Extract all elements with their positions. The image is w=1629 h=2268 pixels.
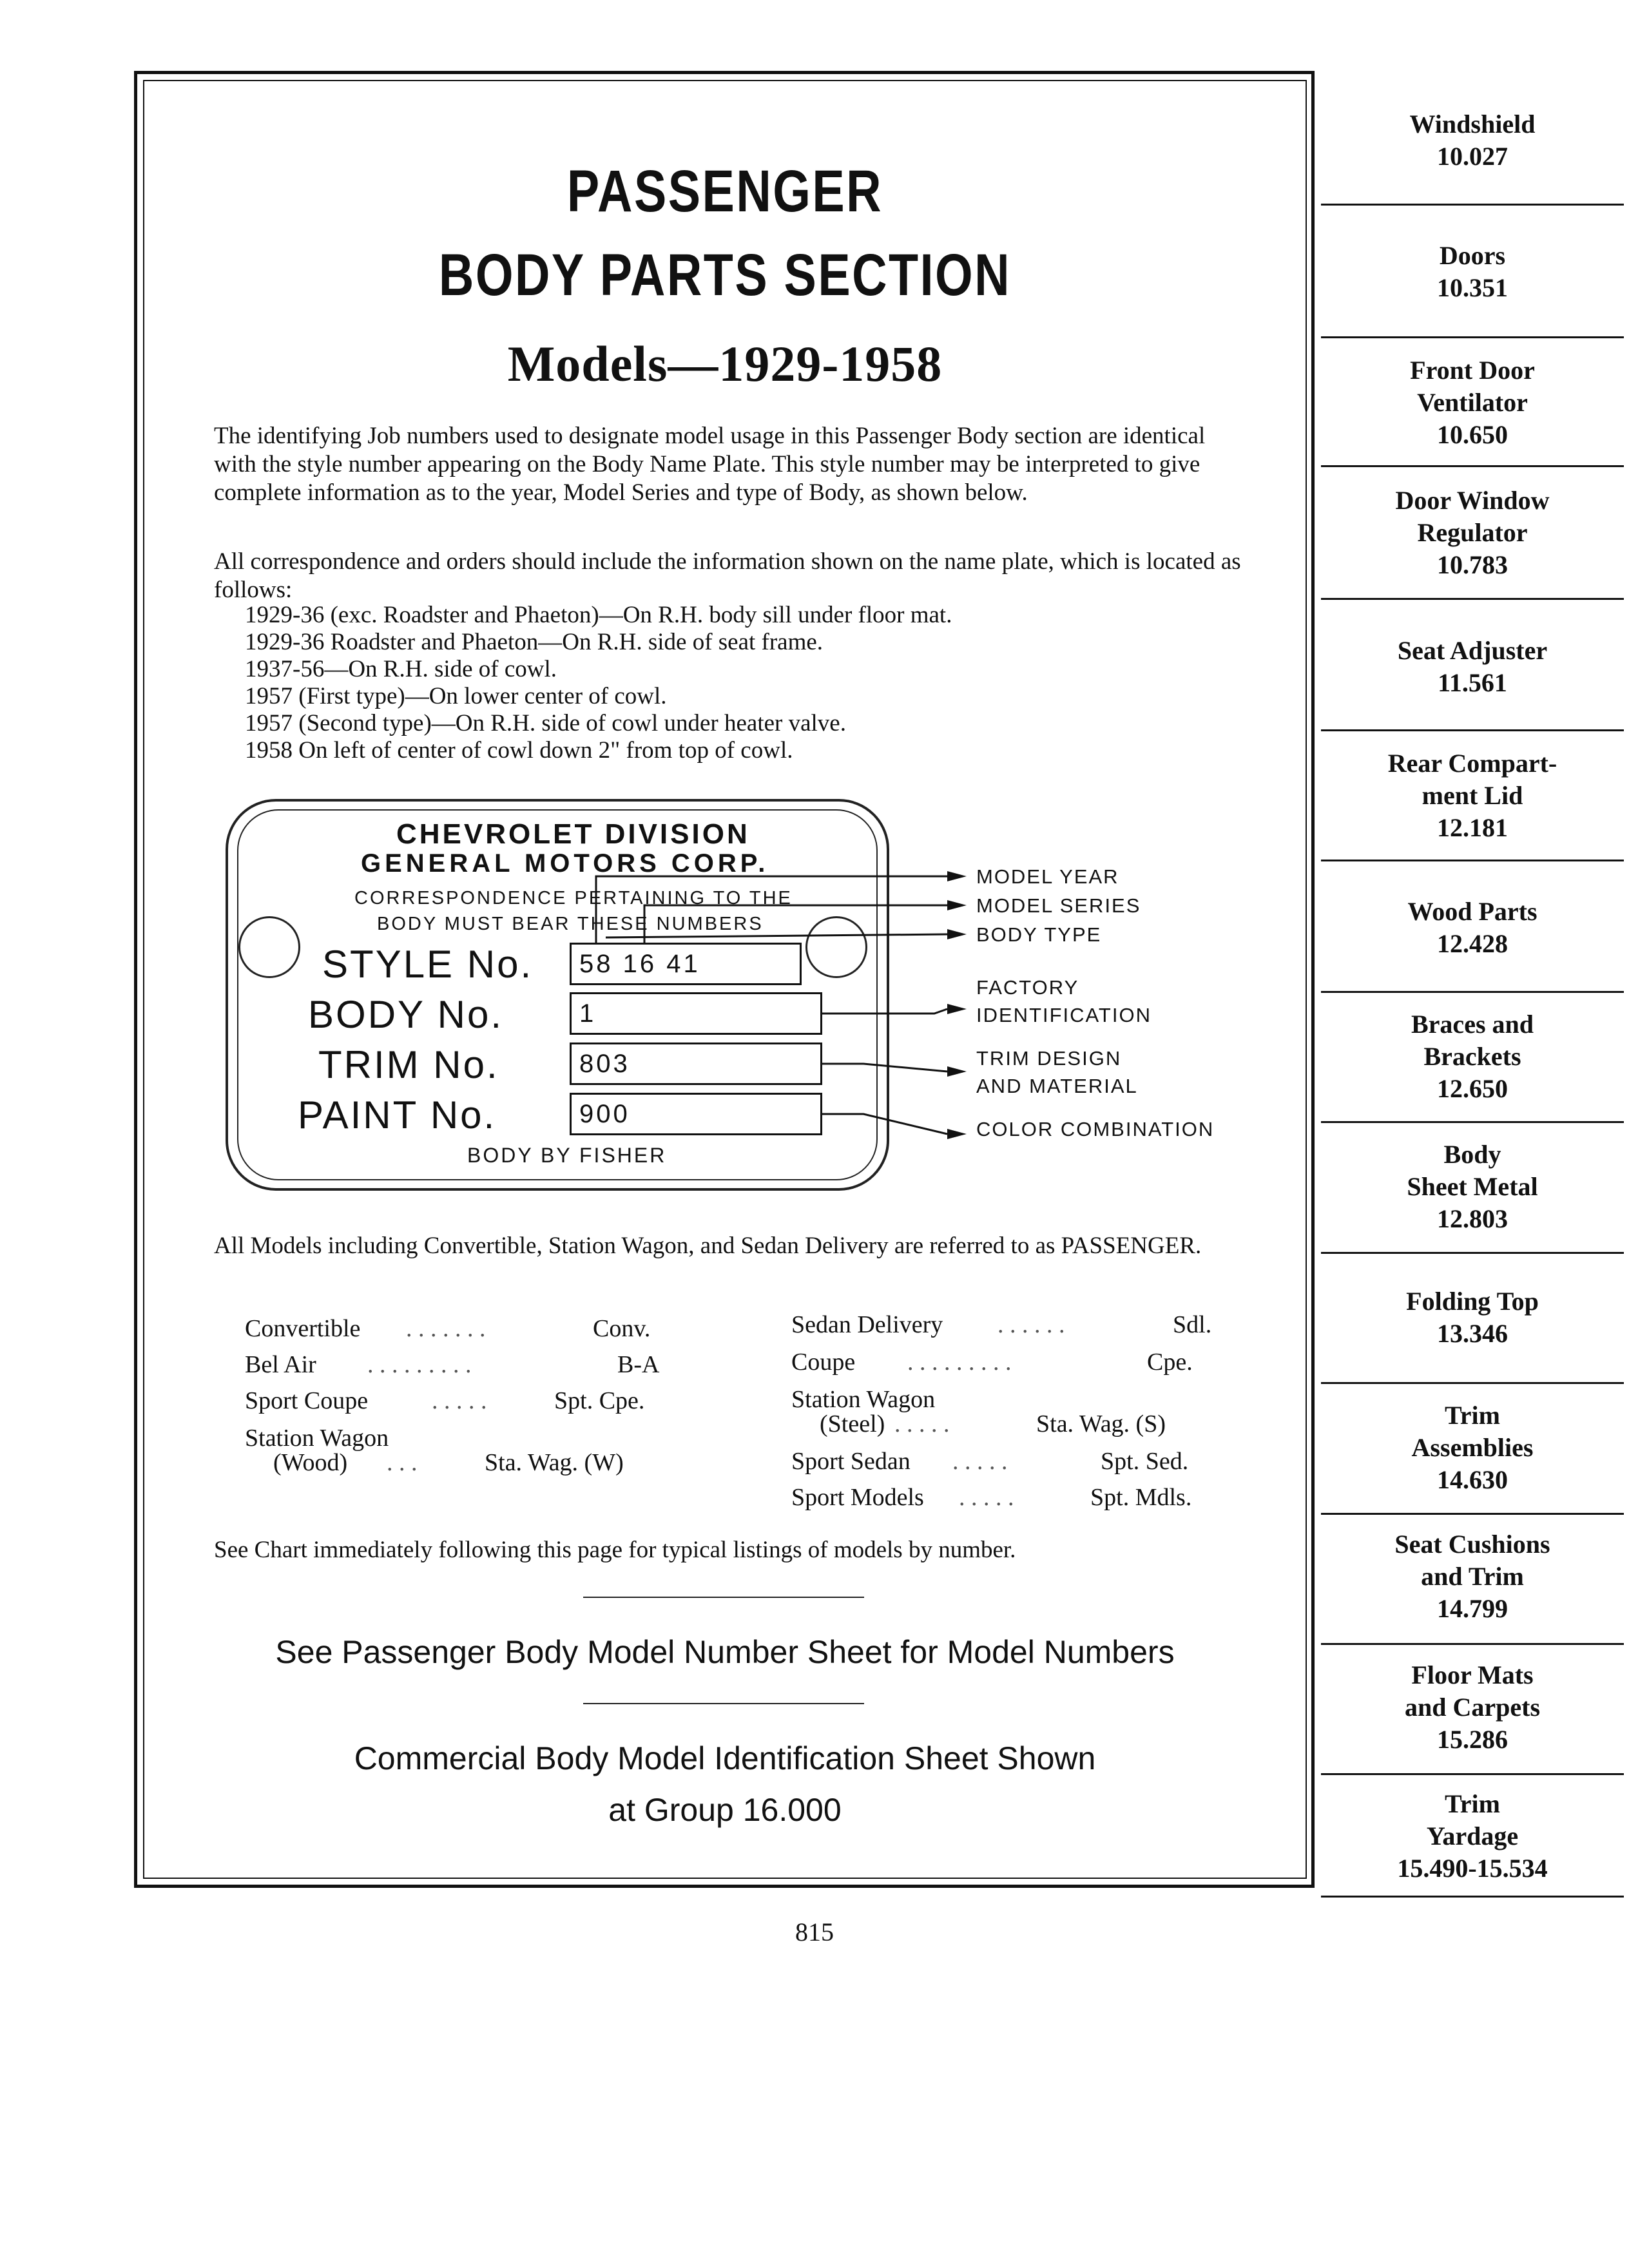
sidebar-item-label: Brackets	[1423, 1042, 1521, 1071]
sidebar-divider	[1321, 860, 1624, 861]
sidebar-item-door-window-regulator[interactable]	[1321, 485, 1624, 581]
abbr-name: Coupe	[791, 1349, 856, 1376]
abbr-name: Sport Sedan	[791, 1448, 911, 1475]
intro-paragraph-1: The identifying Job numbers used to designate model usage in this Passenger Body section are identical with the style number appearing on the Body Name Plate. This style number may be interpreted to give complete information as to the year, Model Series and type of Body, as shown below.	[214, 423, 1206, 506]
sidebar-divider	[1321, 1896, 1624, 1898]
abbr-value: Cpe.	[1147, 1349, 1193, 1376]
sidebar-item-code: 10.027	[1437, 142, 1508, 171]
sidebar-item-code: 14.630	[1437, 1465, 1508, 1494]
abbr-name: Sedan Delivery	[791, 1311, 943, 1338]
title-passenger: PASSENGER	[566, 159, 883, 224]
sidebar-item-label: Ventilator	[1417, 388, 1528, 417]
sidebar-item-code: 10.351	[1437, 273, 1508, 302]
dot-leader: . . . . .	[432, 1387, 487, 1414]
sidebar-item-code: 11.561	[1438, 668, 1507, 697]
sidebar-item-code: 13.346	[1437, 1319, 1508, 1348]
sidebar-item-rear-compartment-lid[interactable]	[1321, 747, 1624, 844]
sidebar-item-label: Floor Mats	[1411, 1660, 1534, 1689]
title-body-parts-section: BODY PARTS SECTION	[438, 242, 1012, 308]
sidebar-divider	[1321, 598, 1624, 600]
abbr-name: (Steel)	[820, 1410, 885, 1437]
sidebar-item-label: and Carpets	[1404, 1693, 1541, 1722]
trim-number-box: 803	[570, 1043, 822, 1085]
dot-leader: . . . . .	[952, 1448, 1008, 1475]
sidebar-item-front-door-ventilator[interactable]	[1321, 354, 1624, 451]
sidebar-divider	[1321, 1121, 1624, 1123]
body-number-label: BODY No.	[308, 993, 503, 1036]
sidebar-divider	[1321, 991, 1624, 993]
sidebar-item-seat-cushions-and-trim[interactable]	[1321, 1528, 1624, 1625]
abbr-value: Spt. Sed.	[1101, 1448, 1189, 1475]
abbreviations-left	[245, 1314, 670, 1482]
plate-heading-corp: GENERAL MOTORS CORP.	[361, 849, 769, 878]
sidebar-item-code: 12.650	[1437, 1074, 1508, 1103]
plate-note-line-1: CORRESPONDENCE PERTAINING TO THE	[354, 888, 793, 908]
commercial-note-line-2: at Group 16.000	[608, 1792, 842, 1828]
abbr-name: Sport Models	[791, 1484, 924, 1511]
sidebar-divider	[1321, 1773, 1624, 1775]
sidebar-item-body-sheet-metal[interactable]	[1321, 1139, 1624, 1235]
sidebar-item-label: Seat Adjuster	[1397, 636, 1548, 665]
callout-color-combination: COLOR COMBINATION	[976, 1118, 1215, 1140]
sidebar-divider	[1321, 1643, 1624, 1645]
callout-model-series: MODEL SERIES	[976, 894, 1141, 917]
divider-rule	[583, 1597, 864, 1598]
paint-number-box: 900	[570, 1093, 822, 1135]
sidebar-item-label: Trim	[1445, 1789, 1500, 1818]
divider-rule	[583, 1703, 864, 1704]
sidebar-item-code: 12.428	[1437, 929, 1508, 958]
sidebar-item-label: Front Door	[1410, 356, 1535, 385]
sidebar-item-label: and Trim	[1421, 1562, 1524, 1591]
sidebar-item-label: Trim	[1445, 1401, 1500, 1430]
sidebar-divider	[1321, 1382, 1624, 1384]
plate-heading-division: CHEVROLET DIVISION	[396, 818, 750, 850]
abbr-value: Conv.	[593, 1315, 651, 1342]
intro-paragraph-2: All correspondence and orders should include the information shown on the name plate, which is located as follows:	[214, 548, 1241, 603]
sidebar-item-folding-top[interactable]	[1321, 1285, 1624, 1350]
callout-identification: IDENTIFICATION	[976, 1004, 1152, 1026]
sidebar-item-label: Body	[1443, 1140, 1501, 1169]
sidebar-item-label: Yardage	[1426, 1821, 1519, 1850]
sidebar-item-floor-mats-and-carpets[interactable]	[1321, 1659, 1624, 1756]
sidebar-divider	[1321, 1252, 1624, 1254]
sidebar-item-label: Assemblies	[1411, 1433, 1534, 1462]
abbreviations-right	[791, 1311, 1217, 1523]
sidebar-divider	[1321, 336, 1624, 338]
sidebar-item-code: 14.799	[1437, 1594, 1508, 1623]
trim-number-label: TRIM No.	[318, 1043, 499, 1086]
dot-leader: . . . . . . . . .	[907, 1349, 1012, 1376]
style-number-box: 58 16 41	[570, 943, 802, 985]
abbr-name: Station Wagon	[791, 1386, 936, 1413]
sidebar-item-braces-and-brackets[interactable]	[1321, 1008, 1624, 1105]
sidebar-item-code: 10.650	[1437, 420, 1508, 449]
abbr-value: Spt. Cpe.	[554, 1387, 645, 1414]
sidebar-item-code: 12.803	[1437, 1204, 1508, 1233]
sidebar-item-code: 10.783	[1437, 550, 1508, 579]
dot-leader: . . . . .	[894, 1410, 950, 1437]
callout-body-type: BODY TYPE	[976, 923, 1102, 946]
sidebar-item-seat-adjuster[interactable]	[1321, 635, 1624, 699]
plate-footer-fisher: BODY BY FISHER	[467, 1144, 667, 1167]
sidebar-item-label: ment Lid	[1422, 781, 1523, 810]
callout-model-year: MODEL YEAR	[976, 865, 1119, 888]
abbr-value: Sta. Wag. (S)	[1036, 1410, 1166, 1437]
sidebar-item-trim-assemblies[interactable]	[1321, 1399, 1624, 1496]
sidebar-item-code: 12.181	[1437, 813, 1508, 842]
title-models-years: Models—1929-1958	[507, 336, 943, 392]
abbr-value: Spt. Mdls.	[1090, 1484, 1192, 1511]
paint-number-label: PAINT No.	[298, 1093, 497, 1137]
sidebar-item-label: Sheet Metal	[1407, 1172, 1538, 1201]
abbr-name: Convertible	[245, 1315, 361, 1342]
dot-leader: . . . . . . . . .	[367, 1351, 472, 1378]
sidebar-divider	[1321, 204, 1624, 206]
sidebar-item-label: Wood Parts	[1407, 897, 1537, 926]
location-item: 1937-56—On R.H. side of cowl.	[245, 656, 557, 682]
callout-trim-design: TRIM DESIGN	[976, 1047, 1122, 1070]
sidebar-divider	[1321, 465, 1624, 467]
sidebar-item-doors[interactable]	[1321, 240, 1624, 304]
abbr-name: (Wood)	[273, 1449, 348, 1476]
abbr-name: Bel Air	[245, 1351, 316, 1378]
models-note: All Models including Convertible, Station Wagon, and Sedan Delivery are referred to as PASSENGER.	[214, 1233, 1202, 1259]
sidebar-item-wood-parts[interactable]	[1321, 896, 1624, 960]
plate-note-line-2: BODY MUST BEAR THESE NUMBERS	[377, 914, 764, 934]
callout-and-material: AND MATERIAL	[976, 1075, 1138, 1097]
sidebar-item-label: Windshield	[1409, 110, 1536, 139]
sidebar-item-label: Seat Cushions	[1394, 1530, 1550, 1559]
sidebar-divider	[1321, 1513, 1624, 1515]
commercial-note-line-1: Commercial Body Model Identification Sheet Shown	[354, 1740, 1096, 1776]
sidebar-item-label: Regulator	[1417, 518, 1528, 547]
abbr-value: Sta. Wag. (W)	[485, 1449, 624, 1476]
sidebar-divider	[1321, 729, 1624, 731]
callout-factory: FACTORY	[976, 976, 1079, 999]
sidebar-item-label: Doors	[1439, 241, 1506, 270]
dot-leader: . . . . .	[959, 1484, 1014, 1511]
sidebar-item-label: Rear Compart-	[1387, 749, 1557, 778]
location-item: 1957 (First type)—On lower center of cowl.	[245, 683, 667, 709]
sidebar-item-windshield[interactable]	[1321, 108, 1624, 173]
sidebar-item-code: 15.490-15.534	[1397, 1854, 1548, 1883]
style-number-label: STYLE No.	[322, 943, 534, 986]
dot-leader: . . . . . . .	[406, 1315, 486, 1342]
abbr-value: Sdl.	[1173, 1311, 1212, 1338]
location-item: 1929-36 Roadster and Phaeton—On R.H. side of seat frame.	[245, 629, 824, 655]
location-item: 1957 (Second type)—On R.H. side of cowl under heater valve.	[245, 710, 846, 736]
see-passenger-note: See Passenger Body Model Number Sheet for Model Numbers	[275, 1634, 1175, 1670]
abbr-name: Station Wagon	[245, 1425, 389, 1452]
sidebar-item-label: Folding Top	[1406, 1287, 1539, 1316]
abbr-name: Sport Coupe	[245, 1387, 369, 1414]
body-number-box: 1	[570, 992, 822, 1035]
dot-leader: . . . . . .	[998, 1311, 1065, 1338]
page-number: 815	[795, 1917, 834, 1946]
abbr-value: B-A	[617, 1351, 660, 1378]
sidebar-item-code: 15.286	[1437, 1725, 1508, 1754]
location-item: 1958 On left of center of cowl down 2" from top of cowl.	[245, 737, 793, 764]
chart-note: See Chart immediately following this page for typical listings of models by number.	[214, 1537, 1016, 1563]
sidebar-item-label: Braces and	[1411, 1010, 1534, 1039]
dot-leader: . . .	[387, 1449, 418, 1476]
location-item: 1929-36 (exc. Roadster and Phaeton)—On R.H. body sill under floor mat.	[245, 602, 952, 628]
sidebar-item-label: Door Window	[1395, 486, 1550, 515]
sidebar-item-trim-yardage[interactable]	[1321, 1788, 1624, 1885]
